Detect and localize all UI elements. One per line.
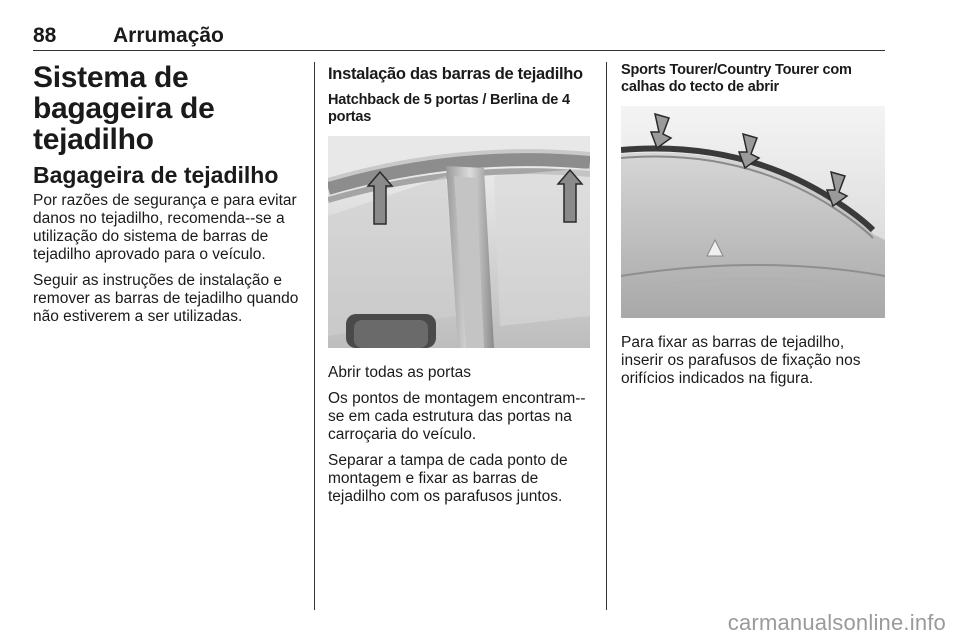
page-number: 88: [33, 24, 57, 47]
column-1: [33, 62, 301, 334]
paragraph-safety: Por razões de segurança e para evitar danos no tejadilho, recomenda--se a utilização do sistema de barras de tejadilho aprovado para o veículo.: [33, 192, 297, 263]
section-subtitle: Bagageira de tejadilho: [33, 162, 279, 188]
paragraph-instructions: Seguir as instruções de instalação e remover as barras de tejadilho quando não estiverem a ser utilizadas.: [33, 272, 299, 325]
watermark: carmanualsonline.info: [727, 610, 946, 635]
column-3: [621, 62, 885, 396]
column-2: [328, 62, 590, 514]
page-header: [33, 24, 885, 51]
installation-heading: Instalação das barras de tejadilho: [328, 65, 583, 83]
running-title: Arrumação: [113, 24, 224, 47]
paragraph-mount-points: Os pontos de montagem encontram--se em cada estrutura das portas na carroçaria do veículo.: [328, 390, 586, 443]
column-divider-1: [314, 62, 315, 610]
paragraph-open-doors: Abrir todas as portas: [328, 364, 472, 381]
roof-rails-illustration: [621, 106, 885, 318]
paragraph-fix-screws: Para fixar as barras de tejadilho, inserir os parafusos de fixação nos orifícios indicados na figura.: [621, 334, 861, 387]
paragraph-fix-bars: Separar a tampa de cada ponto de montagem e fixar as barras de tejadilho com os parafusos juntos.: [328, 452, 568, 505]
door-frame-illustration: [328, 136, 590, 348]
column-divider-2: [606, 62, 607, 610]
tourer-heading: Sports Tourer/Country Tourer com calhas do tecto de abrir: [621, 62, 852, 95]
section-title: Sistema de bagageira de tejadilho: [33, 61, 215, 156]
hatchback-subheading: Hatchback de 5 portas / Berlina de 4 portas: [328, 92, 570, 125]
